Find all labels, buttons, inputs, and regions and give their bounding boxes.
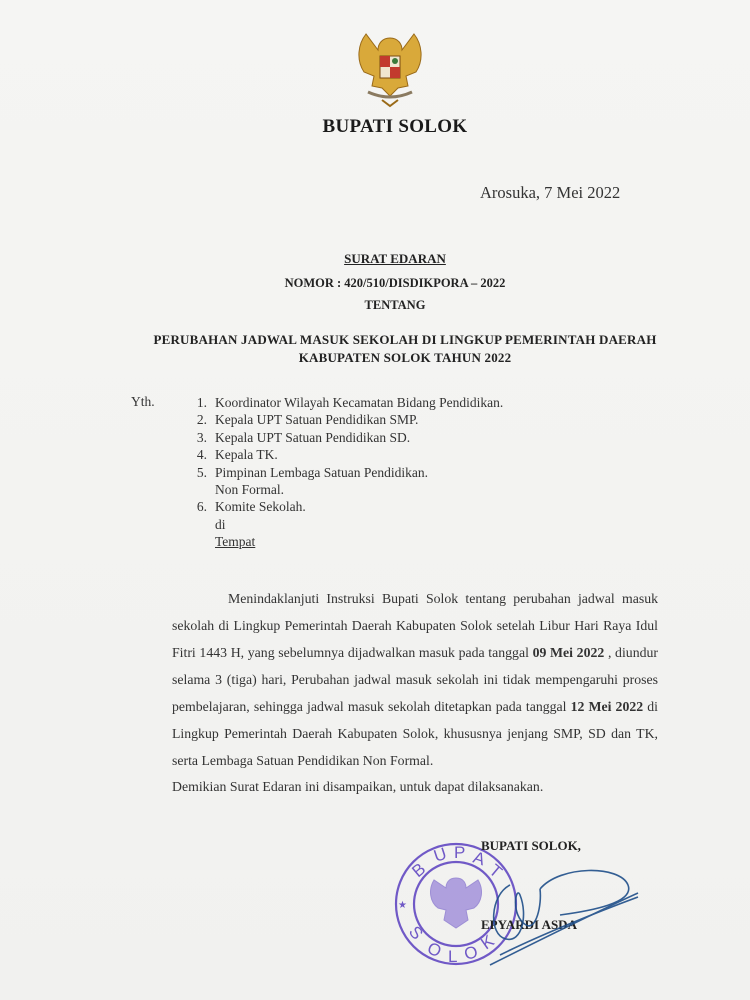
tempat-line bbox=[185, 533, 503, 550]
recipient-list bbox=[185, 394, 503, 551]
list-item bbox=[185, 446, 503, 463]
svg-text:B: B bbox=[408, 859, 430, 882]
svg-text:P: P bbox=[454, 843, 466, 862]
svg-text:★: ★ bbox=[398, 900, 407, 911]
new-date: 12 Mei 2022 bbox=[570, 699, 644, 714]
item-number: 4. bbox=[196, 447, 207, 463]
svg-text:O: O bbox=[462, 942, 480, 964]
item-number: 2. bbox=[196, 412, 207, 428]
list-item bbox=[185, 411, 503, 428]
item-text: Kepala UPT Satuan Pendidikan SD. bbox=[215, 429, 411, 445]
list-item bbox=[185, 394, 503, 411]
about-label: TENTANG bbox=[364, 298, 426, 312]
list-item-continuation bbox=[185, 481, 503, 498]
item-text: Komite Sekolah. bbox=[215, 499, 306, 515]
item-number: 6. bbox=[196, 499, 207, 515]
original-date: 09 Mei 2022 bbox=[532, 645, 605, 660]
item-text: Kepala TK. bbox=[215, 447, 278, 463]
list-item bbox=[185, 498, 503, 515]
body-text-segment: di Lingkup Pemerintah Daerah Kabupaten Solok, khususnya jenjang SMP, SD dan TK, serta Lembaga Satuan Pendidikan Non Formal. bbox=[172, 699, 658, 768]
body-text-segment: Menindaklanjuti Instruksi Bupati Solok tentang perubahan jadwal masuk sekolah di Lingkup Pemerintah Daerah Kabupaten Solok setelah Libur Hari Raya Idul Fitri 1443 H, yang sebelumnya dijadwalkan masuk pada tanggal bbox=[172, 591, 658, 660]
office-title: BUPATI SOLOK bbox=[322, 116, 468, 137]
svg-text:O: O bbox=[424, 938, 445, 962]
signatory-name: EPYARDI ASDA bbox=[481, 917, 577, 932]
svg-text:U: U bbox=[431, 843, 449, 866]
date-line: Arosuka, 7 Mei 2022 bbox=[480, 183, 621, 202]
svg-text:A: A bbox=[470, 847, 488, 870]
body-paragraph bbox=[172, 585, 658, 774]
garuda-emblem-icon bbox=[352, 30, 428, 108]
letter-number: NOMOR : 420/510/DISDIKPORA – 2022 bbox=[284, 276, 506, 290]
item-text: Pimpinan Lembaga Satuan Pendidikan. bbox=[215, 464, 428, 480]
list-item bbox=[185, 429, 503, 446]
closing-line: Demikian Surat Edaran ini disampaikan, untuk dapat dilaksanakan. bbox=[172, 779, 544, 794]
item-number: 3. bbox=[196, 429, 207, 445]
di-line bbox=[185, 516, 503, 533]
body-text-segment: , diundur selama 3 (tiga) hari, Perubahan jadwal masuk sekolah ini tidak mempengaruhi proses pembelajaran, sehingga jadwal masuk sekolah ditetapkan pada tanggal bbox=[172, 645, 658, 714]
list-item bbox=[185, 464, 503, 481]
subject-line: KABUPATEN SOLOK TAHUN 2022 bbox=[298, 350, 512, 365]
di-text: di bbox=[215, 516, 226, 532]
svg-text:K: K bbox=[477, 931, 498, 954]
svg-text:T: T bbox=[485, 860, 506, 882]
svg-text:S: S bbox=[404, 922, 427, 944]
item-text: Koordinator Wilayah Kecamatan Bidang Pendidikan. bbox=[215, 395, 504, 410]
svg-text:L: L bbox=[448, 947, 458, 966]
handwritten-signature-icon bbox=[470, 855, 640, 975]
letter-body bbox=[172, 585, 658, 774]
tempat-text: Tempat bbox=[215, 534, 256, 550]
letter-type: SURAT EDARAN bbox=[344, 251, 446, 266]
item-text: Kepala UPT Satuan Pendidikan SMP. bbox=[215, 412, 419, 428]
item-number: 5. bbox=[196, 464, 207, 480]
letter-subject bbox=[150, 331, 660, 367]
item-text: Non Formal. bbox=[215, 482, 284, 498]
item-number: 1. bbox=[196, 395, 207, 410]
salutation: Yth. bbox=[131, 394, 155, 409]
signatory-title: BUPATI SOLOK, bbox=[481, 838, 581, 853]
subject-line: PERUBAHAN JADWAL MASUK SEKOLAH DI LINGKUP PEMERINTAH DAERAH bbox=[153, 332, 657, 347]
